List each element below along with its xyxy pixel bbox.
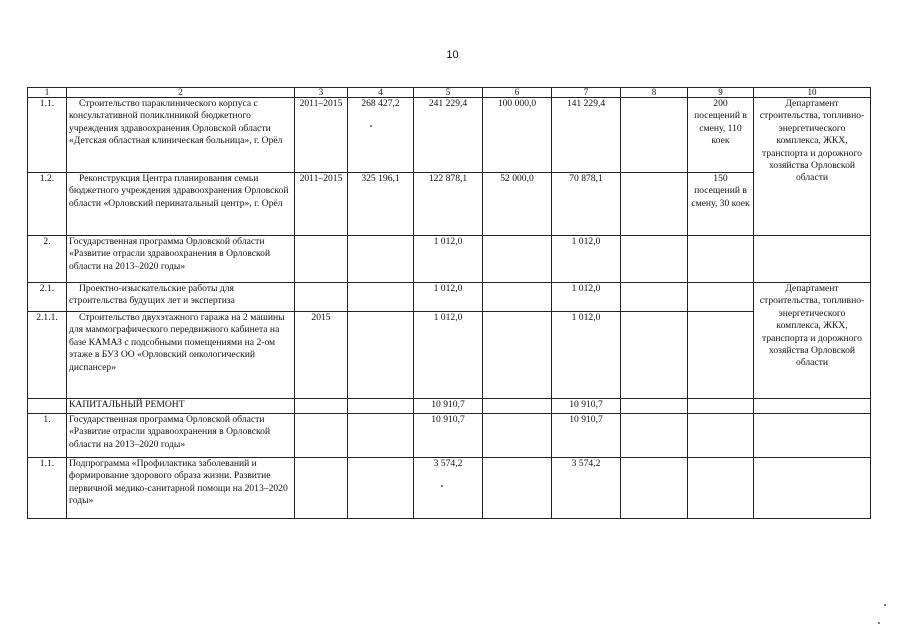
row-capacity: 200 посещений в смену, 110 коек [688,98,754,173]
row-name: Государственная программа Орловской области «Развитие отрасли здравоохранения в Орловской области на 2013–2020 годы» [67,414,295,458]
page-number: 10 [446,49,459,61]
row-value-7: 1 012,0 [552,236,621,283]
row-cost-total [348,312,414,399]
row-value-8 [621,399,688,414]
column-header: 9 [688,88,754,98]
row-value-8 [621,98,688,173]
row-value-7: 3 574,2 [552,458,621,519]
row-number: 1.1. [28,458,67,519]
scan-speck [441,485,443,487]
table-row [28,312,871,399]
row-value-7: 141 229,4 [552,98,621,173]
row-responsible [754,458,871,519]
row-cost-total [348,458,414,519]
row-cost-total [348,399,414,414]
row-capacity [688,458,754,519]
row-capacity [688,236,754,283]
column-header: 2 [67,88,295,98]
row-capacity [688,283,754,312]
row-cost-total [348,236,414,283]
column-header: 5 [414,88,483,98]
row-value-6 [483,236,552,283]
row-value-5: 10 910,7 [414,399,483,414]
row-name: Строительство двухэтажного гаража на 2 машины для маммографического передвижного кабинета на базе КАМАЗ с подсобными помещениями на 2-ом этаже в БУЗ ОО «Орловский онкологический диспансер» [67,312,295,399]
row-value-5: 10 910,7 [414,414,483,458]
scan-speck [884,604,886,606]
row-value-7: 10 910,7 [552,399,621,414]
section-row [28,399,871,414]
column-header: 8 [621,88,688,98]
column-header: 1 [28,88,67,98]
row-value-5: 122 878,1 [414,173,483,236]
table-row [28,414,871,458]
row-value-6 [483,458,552,519]
row-value-7: 1 012,0 [552,312,621,399]
row-cost-total: 325 196,1 [348,173,414,236]
row-value-6 [483,312,552,399]
table-row [28,98,871,173]
row-responsible [754,236,871,283]
row-years [295,458,348,519]
row-value-5: 1 012,0 [414,283,483,312]
row-value-5: 3 574,2 [414,458,483,519]
row-value-8 [621,283,688,312]
row-years: 2015 [295,312,348,399]
row-value-7: 1 012,0 [552,283,621,312]
row-number [28,399,67,414]
row-name: Подпрограмма «Профилактика заболеваний и формирование здорового образа жизни. Развитие первичной медико-санитарной помощи на 2013–2020 годы» [67,458,295,519]
column-header: 4 [348,88,414,98]
table-row [28,283,871,312]
row-number: 2. [28,236,67,283]
row-capacity [688,414,754,458]
row-responsible [754,399,871,414]
row-responsible: Департамент строительства, топливно-энергетического комплекса, ЖКХ, транспорта и дорожного хозяйства Орловской области [754,283,871,399]
row-years: 2011–2015 [295,173,348,236]
row-value-5: 241 229,4 [414,98,483,173]
scan-speck [878,622,880,624]
column-header: 10 [754,88,871,98]
row-value-7: 70 878,1 [552,173,621,236]
row-years [295,283,348,312]
row-years: 2011–2015 [295,98,348,173]
row-cost-total: 268 427,2 [348,98,414,173]
row-value-8 [621,414,688,458]
row-value-8 [621,312,688,399]
header-row [28,88,871,98]
row-responsible [754,414,871,458]
row-value-5: 1 012,0 [414,312,483,399]
row-number: 2.1. [28,283,67,312]
row-number: 1.1. [28,98,67,173]
row-value-8 [621,458,688,519]
column-header: 3 [295,88,348,98]
column-header: 7 [552,88,621,98]
capital-works-table [27,87,871,519]
row-value-6 [483,283,552,312]
row-value-6: 52 000,0 [483,173,552,236]
row-years [295,414,348,458]
row-capacity: 150 посещений в смену, 30 коек [688,173,754,236]
section-title: КАПИТАЛЬНЫЙ РЕМОНТ [67,399,295,414]
row-years [295,236,348,283]
row-value-8 [621,173,688,236]
row-years [295,399,348,414]
row-responsible: Департамент строительства, топливно-энергетического комплекса, ЖКХ, транспорта и дорожного хозяйства Орловской области [754,98,871,236]
table-row [28,173,871,236]
table-row [28,458,871,519]
row-value-6 [483,414,552,458]
column-header: 6 [483,88,552,98]
row-number: 1.2. [28,173,67,236]
row-value-6 [483,399,552,414]
row-value-7: 10 910,7 [552,414,621,458]
row-name: Проектно-изыскательские работы для строительства будущих лет и экспертиза [67,283,295,312]
row-number: 2.1.1. [28,312,67,399]
table-row [28,236,871,283]
row-value-5: 1 012,0 [414,236,483,283]
row-capacity [688,399,754,414]
row-cost-total [348,283,414,312]
row-capacity [688,312,754,399]
row-cost-total [348,414,414,458]
row-value-6: 100 000,0 [483,98,552,173]
scan-speck [370,125,372,127]
row-number: 1. [28,414,67,458]
row-name: Строительство параклинического корпуса с консультативной поликлиникой бюджетного учреждения здравоохранения Орловской области «Детская областная клиническая больница», г. Орёл [67,98,295,173]
row-value-8 [621,236,688,283]
row-name: Государственная программа Орловской области «Развитие отрасли здравоохранения в Орловской области на 2013–2020 годы» [67,236,295,283]
row-name: Реконструкция Центра планирования семьи бюджетного учреждения здравоохранения Орловской области «Орловский перинатальный центр», г. Орёл [67,173,295,236]
